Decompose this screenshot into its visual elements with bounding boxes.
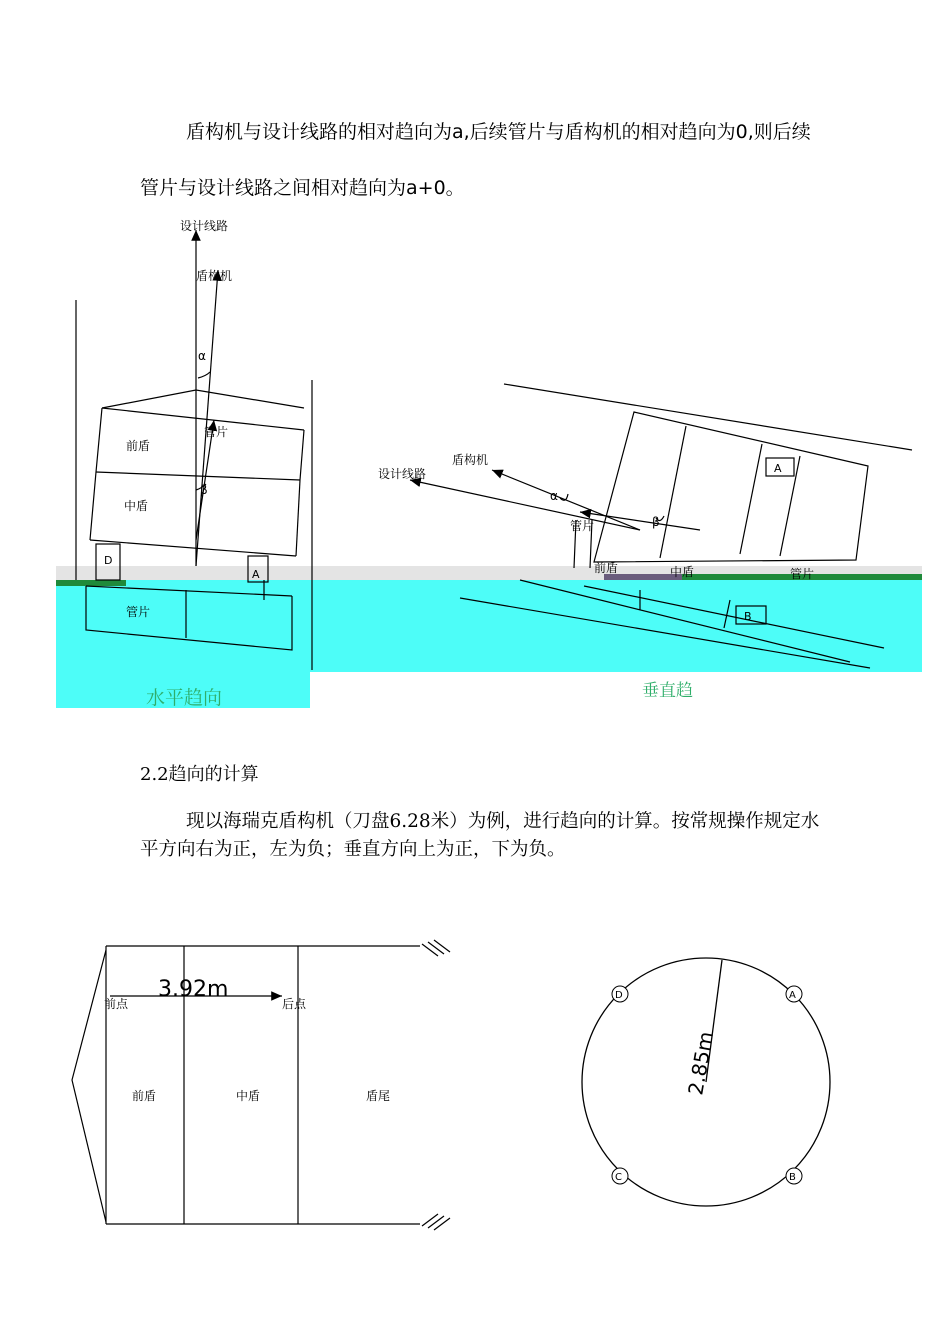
label-rear-point: 后点 [282,997,307,1011]
label-point-a-right: A [774,462,782,475]
paragraph-calculation: 现以海瑞克盾构机（刀盘6.28米）为例，进行趋向的计算。按常规操作规定水平方向右为正，左为负；垂直方向上为正，下为负。 [140,811,820,860]
label-shield-right: 盾构机 [452,453,489,467]
shield-cross-section-figure [570,950,850,1220]
label-alpha-left: α [198,349,206,363]
label-middle-shield: 中盾 [236,1089,261,1103]
label-front-shield: 前盾 [132,1089,157,1103]
label-shield-left: 盾构机 [196,269,233,283]
label-point-a-left: A [252,568,260,581]
label-middle-shield-left: 中盾 [124,499,149,513]
trend-diagram-figure [0,200,950,720]
label-front-point: 前点 [104,997,129,1011]
label-beta-left: β [200,483,208,497]
label-shield-tail: 盾尾 [366,1089,391,1103]
label-segment-top-left: 管片 [204,425,229,439]
label-point-d-left: D [104,554,113,567]
label-front-shield-right: 前盾 [594,561,619,575]
label-segment-bottom-left: 管片 [126,605,151,619]
label-point-a: A [789,990,796,1001]
green-strip-left [56,580,126,586]
label-middle-shield-right: 中盾 [670,565,695,579]
label-beta-right: β [652,515,660,529]
distance-label: 3.92m [158,977,229,1002]
caption-vertical-trend: 垂直趋 [642,681,693,701]
label-design-line-left: 设计线路 [180,219,229,233]
caption-horizontal-trend: 水平趋向 [146,687,223,709]
label-alpha-right: α [550,489,558,503]
label-point-b: B [789,1172,796,1183]
label-point-b-right: B [744,610,752,623]
shield-side-view-figure [60,936,460,1236]
label-point-d: D [615,990,623,1001]
section-heading: 2.2趋向的计算 [140,764,259,785]
label-front-shield-left: 前盾 [126,439,151,453]
paragraph-trend-definition: 盾构机与设计线路的相对趋向为a,后续管片与盾构机的相对趋向为0,则后续管片与设计线路之间相对趋向为a+0。 [140,121,811,199]
label-point-c: C [615,1172,622,1183]
label-segment-right-far: 管片 [790,567,815,581]
label-segment-right: 管片 [570,519,595,533]
radius-label: 2.85m [683,1029,719,1097]
label-design-line-right: 设计线路 [378,467,427,481]
